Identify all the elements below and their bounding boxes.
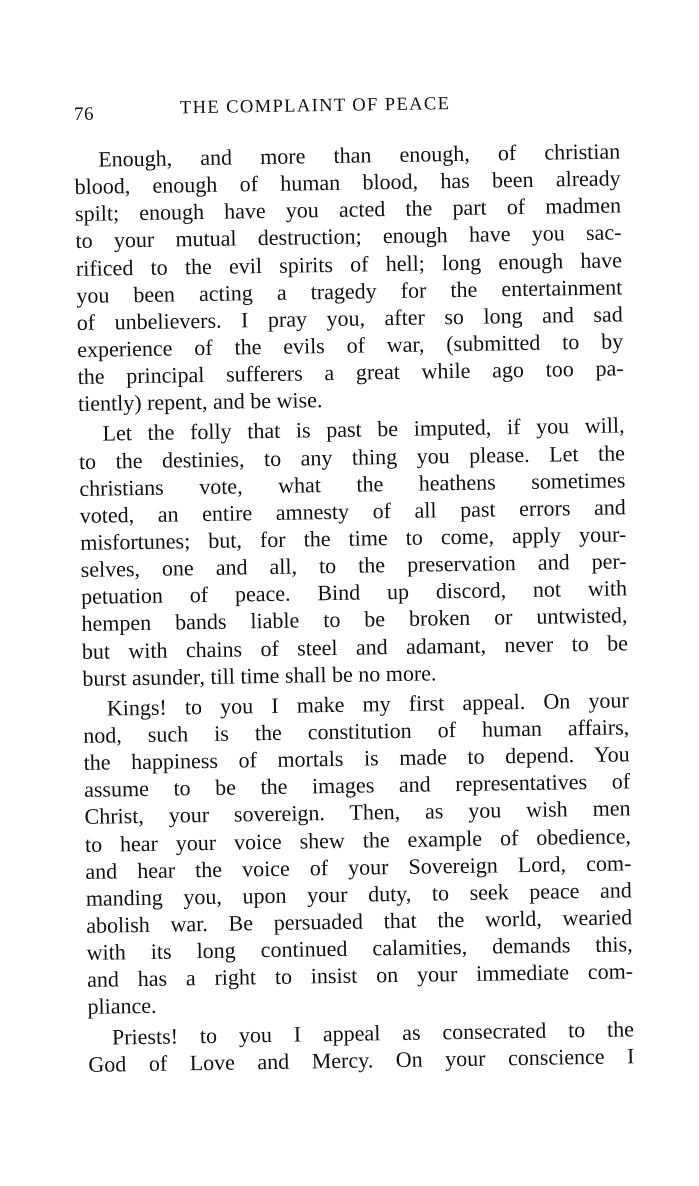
text-line: pliance. — [87, 993, 157, 1020]
text-line: you been acting a tragedy for the entertainment — [76, 274, 623, 308]
text-line: and hear the voice of your Sovereign Lord, com- — [85, 849, 632, 884]
page-header — [74, 87, 620, 126]
text-line: abolish war. Be persuaded that the world, wearied — [86, 904, 633, 938]
text-line: spilt; enough have you acted the part of madmen — [74, 192, 622, 227]
text-line: nod, such is the constitution of human affairs, — [83, 714, 630, 748]
text-line: manding you, upon your duty, to seek peace and — [85, 877, 632, 911]
text-line: tiently) repent, and be wise. — [77, 387, 323, 417]
text-line: but with chains of steel and adamant, never to be — [81, 629, 629, 664]
text-line: the happiness of mortals is made to depend. You — [83, 741, 630, 776]
body-text — [74, 137, 635, 1080]
text-line: selves, one and all, to the preservation and per- — [80, 548, 627, 583]
text-line: experience of the evils of war, (submitted to by — [76, 328, 624, 362]
paragraph-folly — [78, 412, 628, 692]
text-line: Priests! to you I appeal as consecrated to the — [111, 1015, 635, 1050]
text-line: Let the folly that is past be imputed, if you will, — [102, 412, 625, 446]
text-line: blood, enough of human blood, has been already — [74, 165, 621, 200]
paragraph-priests — [88, 1015, 635, 1078]
text-line: God of Love and Mercy. On your conscience I — [88, 1042, 635, 1077]
text-line: assume to be the images and representatives of — [83, 768, 631, 803]
text-line: Christ, your sovereign. Then, as you wish men — [84, 795, 631, 830]
text-line: voted, an entire amnesty of all past errors and — [79, 494, 626, 528]
text-line: to the destinies, to any thing you please. Let the — [78, 439, 626, 474]
text-line: Enough, and more than enough, of christian — [98, 138, 621, 172]
text-line: to hear your voice shew the example of obedience, — [84, 822, 632, 857]
text-line: of unbelievers. I pray you, after so long and sad — [76, 301, 623, 335]
paragraph-enough — [74, 137, 624, 417]
paragraph-kings — [83, 686, 634, 1020]
text-line: christians vote, what the heathens sometimes — [79, 467, 626, 501]
text-line: misfortunes; but, for the time to come, apply your- — [80, 521, 627, 555]
text-line: Kings! to you I make my first appeal. On your — [106, 687, 629, 721]
text-line: to your mutual destruction; enough have you sac- — [75, 219, 622, 254]
text-line: with its long continued calamities, demands this, — [86, 931, 633, 965]
running-title: THE COMPLAINT OF PEACE — [179, 94, 451, 119]
text-line: petuation of peace. Bind up discord, not with — [80, 575, 628, 610]
page-number: 76 — [73, 103, 95, 125]
text-line: the principal sufferers a great while ago too pa- — [77, 355, 624, 390]
text-line: rificed to the evil spirits of hell; long enough have — [75, 246, 623, 281]
text-line: burst asunder, till time shall be no more. — [82, 660, 437, 691]
text-line: and has a right to insist on your immediate com- — [86, 958, 634, 993]
text-line: hempen bands liable to be broken or untwisted, — [81, 602, 628, 637]
